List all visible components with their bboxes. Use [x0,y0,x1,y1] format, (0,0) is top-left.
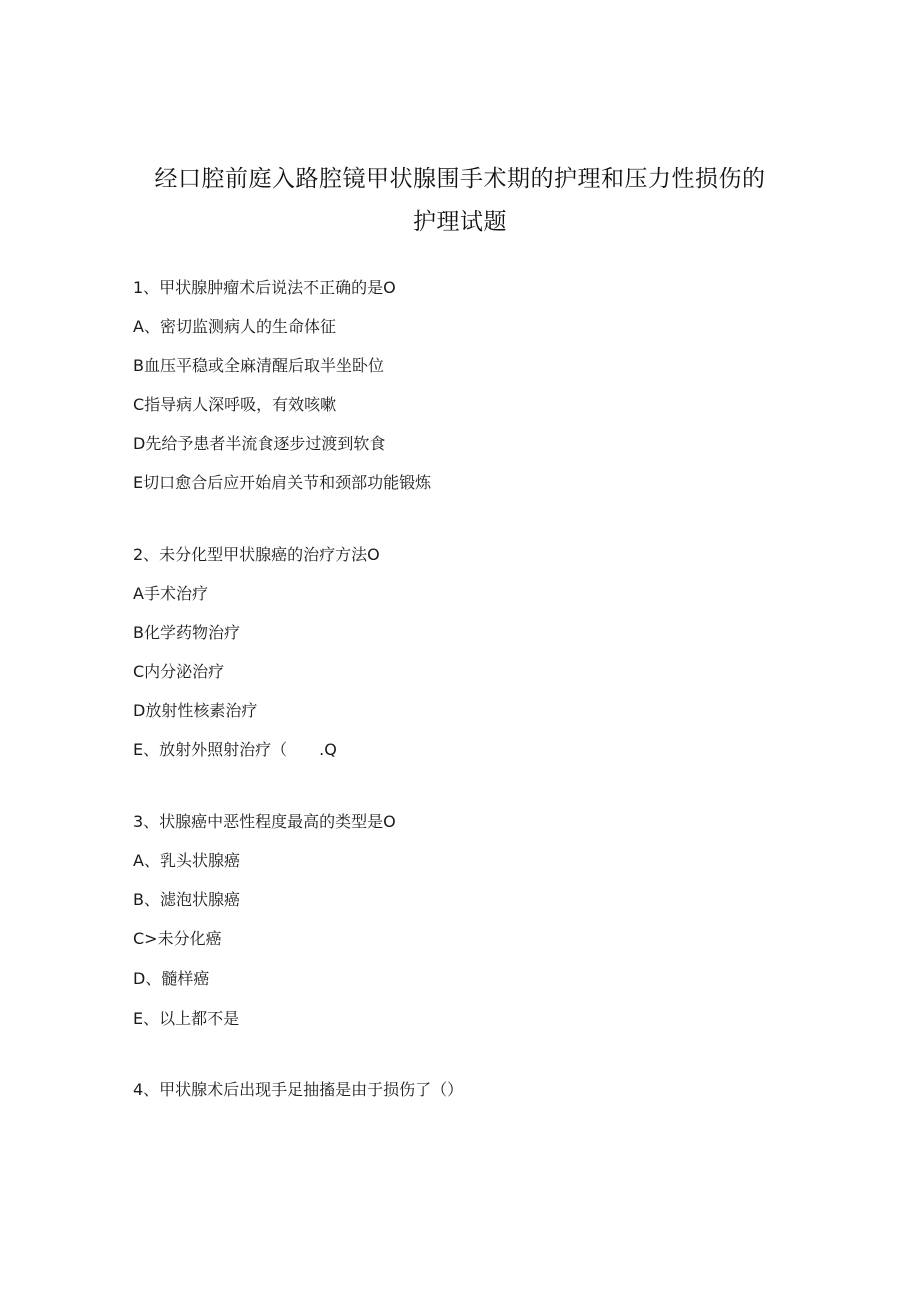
question-3-option-e: E、以上都不是 [133,1009,240,1028]
question-3-option-b: B、滤泡状腺癌 [133,890,240,909]
question-3-stem: 3、状腺癌中恶性程度最高的类型是O [133,812,396,831]
question-1-stem: 1、甲状腺肿瘤术后说法不正确的是O [133,278,396,297]
document-title-line-1: 经口腔前庭入路腔镜甲状腺围手术期的护理和压力性损伤的 [154,166,766,192]
question-1-option-a: A、密切监测病人的生命体征 [133,317,336,336]
question-2-option-c: C内分泌治疗 [133,662,225,681]
question-2-stem: 2、未分化型甲状腺癌的治疗方法O [133,545,380,564]
question-3-option-d: D、髓样癌 [133,969,210,988]
question-2-option-d: D放射性核素治疗 [133,701,258,720]
question-3-option-c: C>未分化癌 [133,929,222,948]
question-1-option-c: C指导病人深呼吸，有效咳嗽 [133,395,337,414]
question-2-option-a: A手术治疗 [133,584,208,603]
question-2-option-b: B化学药物治疗 [133,623,240,642]
question-1-option-d: D先给予患者半流食逐步过渡到软食 [133,434,386,453]
question-1-option-b: B血压平稳或全麻清醒后取半坐卧位 [133,356,384,375]
question-2-option-e: E、放射外照射治疗（ .Q [133,740,337,759]
question-3-option-a: A、乳头状腺癌 [133,851,240,870]
question-4-stem: 4、甲状腺术后出现手足抽搐是由于损伤了（） [133,1080,464,1099]
document-title-line-2: 护理试题 [413,209,507,235]
question-1-option-e: E切口愈合后应开始肩关节和颈部功能锻炼 [133,473,432,492]
